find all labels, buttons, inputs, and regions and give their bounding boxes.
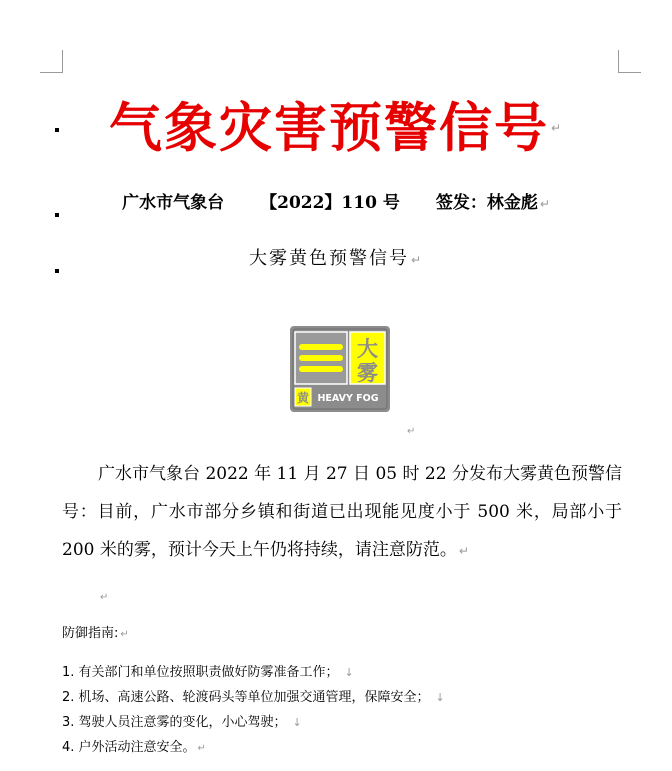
warning-body-text: 广水市气象台 2022 年 11 月 27 日 05 时 22 分发布大雾黄色预警信号：目前，广水市部分乡镇和街道已出现能见度小于 500 米，局部小于 200 米的雾，预计今天上午仍将持续，请注意防范。	[62, 464, 622, 560]
empty-paragraph-mark: ↵	[100, 592, 109, 603]
signal-icon-level: 黄	[296, 391, 310, 405]
defense-guide-heading	[62, 624, 129, 645]
paragraph-mark: ↵	[550, 121, 564, 135]
list-item-text: 1. 有关部门和单位按照职责做好防雾准备工作；	[62, 665, 339, 680]
line-break-mark: ↓	[435, 691, 445, 704]
paragraph-mark: ↵	[407, 426, 416, 437]
defense-guide-list	[62, 660, 445, 761]
signal-icon-char-top: 大	[357, 337, 378, 361]
heavy-fog-yellow-signal-icon	[290, 326, 390, 412]
warning-subtitle-text: 大雾黄色预警信号	[248, 248, 409, 269]
warning-body-paragraph	[62, 455, 622, 570]
paragraph-mark: ↵	[197, 743, 206, 754]
signer: 签发：林金彪	[435, 193, 538, 213]
page-corner-mark-left	[40, 50, 63, 73]
document-title	[0, 98, 672, 158]
list-item-text: 4. 户外活动注意安全。	[62, 740, 196, 755]
signal-icon-char-bottom: 雾	[357, 361, 378, 385]
document-number: 【2022】110 号	[260, 193, 400, 213]
paragraph-mark: ↵	[539, 197, 550, 211]
issuing-agency: 广水市气象台	[122, 193, 225, 213]
page-corner-mark-right	[618, 50, 641, 73]
signal-icon-english-label: HEAVY FOG	[317, 393, 379, 404]
paragraph-mark: ↵	[120, 629, 129, 640]
document-title-text: 气象灾害预警信号	[108, 97, 549, 159]
issue-info-line	[0, 191, 672, 216]
paragraph-mark: ↵	[410, 253, 424, 267]
paragraph-mark: ↵	[458, 544, 469, 558]
list-item-text: 2. 机场、高速公路、轮渡码头等单位加强交通管理，保障安全；	[62, 690, 430, 705]
list-item	[62, 660, 445, 685]
warning-subtitle	[0, 246, 672, 273]
line-break-mark: ↓	[292, 716, 302, 729]
list-item	[62, 735, 445, 761]
list-item	[62, 710, 445, 735]
list-item	[62, 685, 445, 710]
list-item-text: 3. 驾驶人员注意雾的变化，小心驾驶；	[62, 715, 287, 730]
line-break-mark: ↓	[344, 666, 354, 679]
defense-guide-heading-text: 防御指南:	[62, 626, 119, 641]
